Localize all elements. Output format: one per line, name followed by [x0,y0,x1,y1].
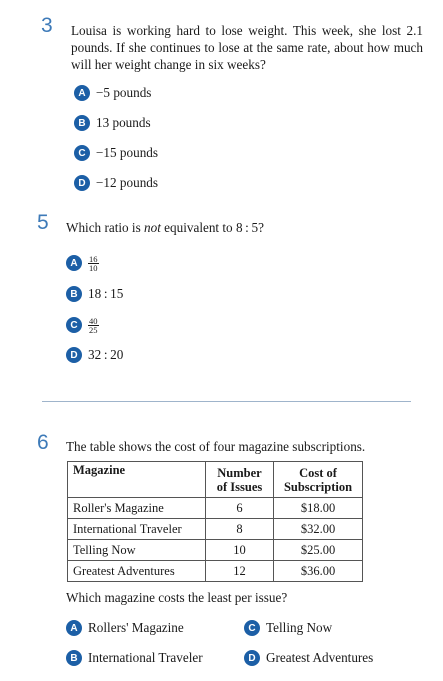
cell-issues: 8 [206,519,274,540]
choice-c-badge: C [244,620,260,636]
fraction-numerator: 16 [89,253,98,264]
question-6-choice-a[interactable] [66,619,184,637]
choice-d-text: −12 pounds [96,175,159,190]
fraction-16-10 [88,255,99,272]
choice-a-text: Rollers' Magazine [88,620,184,635]
choice-a-badge: A [74,85,90,101]
question-3-number: 3 [41,14,53,37]
fraction-numerator: 40 [89,315,98,326]
choice-c-badge: C [74,145,90,161]
subscription-table [67,461,363,582]
question-5-choice-a[interactable] [66,253,99,273]
table-row [68,498,363,519]
question-5-choice-d[interactable] [66,346,123,364]
question-3-stem: Louisa is working hard to lose weight. This week, she lost 2.1 pounds. If she continues to lose at the same rate, about how much will her weight change in six weeks? [71,23,423,72]
fraction-denominator: 10 [89,262,98,273]
choice-b-text: 13 pounds [96,115,151,130]
cell-magazine: Telling Now [68,540,206,561]
question-5-stem-emphasis: not [144,220,161,235]
question-6-stem: The table shows the cost of four magazine subscriptions. [66,439,366,454]
cell-issues: 12 [206,561,274,582]
choice-b-badge: B [66,650,82,666]
cell-magazine: Greatest Adventures [68,561,206,582]
question-5-stem-before: Which ratio is [66,220,145,235]
header-magazine: Magazine [68,462,206,498]
question-5-choice-c[interactable] [66,315,99,335]
header-number-of-issues: Number of Issues [206,462,274,498]
table-row [68,519,363,540]
choice-d-badge: D [74,175,90,191]
choice-c-badge: C [66,317,82,333]
choice-d-text: 32 : 20 [88,347,124,362]
question-5-number: 5 [37,211,49,234]
fraction-denominator: 25 [89,324,98,335]
choice-d-text: Greatest Adventures [266,650,374,665]
choice-b-text: 18 : 15 [88,286,124,301]
question-6-number: 6 [37,431,49,454]
question-6-prompt: Which magazine costs the least per issue? [66,590,288,605]
table-header-row [68,462,363,498]
header-cost-of-subscription: Cost of Subscription [274,462,363,498]
cell-issues: 6 [206,498,274,519]
cell-magazine: Roller's Magazine [68,498,206,519]
choice-c-text: Telling Now [266,620,333,635]
choice-a-badge: A [66,620,82,636]
question-6-choice-d[interactable] [244,649,373,667]
choice-b-badge: B [74,115,90,131]
question-5-stem-after: equivalent to 8 : 5? [160,220,264,235]
choice-a-text: −5 pounds [96,85,152,100]
cell-cost: $36.00 [274,561,363,582]
question-5-choice-b[interactable] [66,285,123,303]
question-6-choice-b[interactable] [66,649,203,667]
table-row [68,561,363,582]
choice-a-badge: A [66,255,82,271]
question-6-choice-c[interactable] [244,619,332,637]
cell-cost: $18.00 [274,498,363,519]
table-row [68,540,363,561]
choice-b-text: International Traveler [88,650,203,665]
choice-d-badge: D [244,650,260,666]
choice-c-text: −15 pounds [96,145,159,160]
question-3-choice-c[interactable] [74,144,158,162]
question-3-choice-d[interactable] [74,174,158,192]
question-3-choice-a[interactable] [74,84,151,102]
choice-b-badge: B [66,286,82,302]
section-divider [42,401,411,402]
cell-issues: 10 [206,540,274,561]
cell-cost: $25.00 [274,540,363,561]
cell-cost: $32.00 [274,519,363,540]
question-3-choice-b[interactable] [74,114,151,132]
cell-magazine: International Traveler [68,519,206,540]
fraction-40-25 [88,317,99,334]
question-5-stem [66,219,406,236]
choice-d-badge: D [66,347,82,363]
